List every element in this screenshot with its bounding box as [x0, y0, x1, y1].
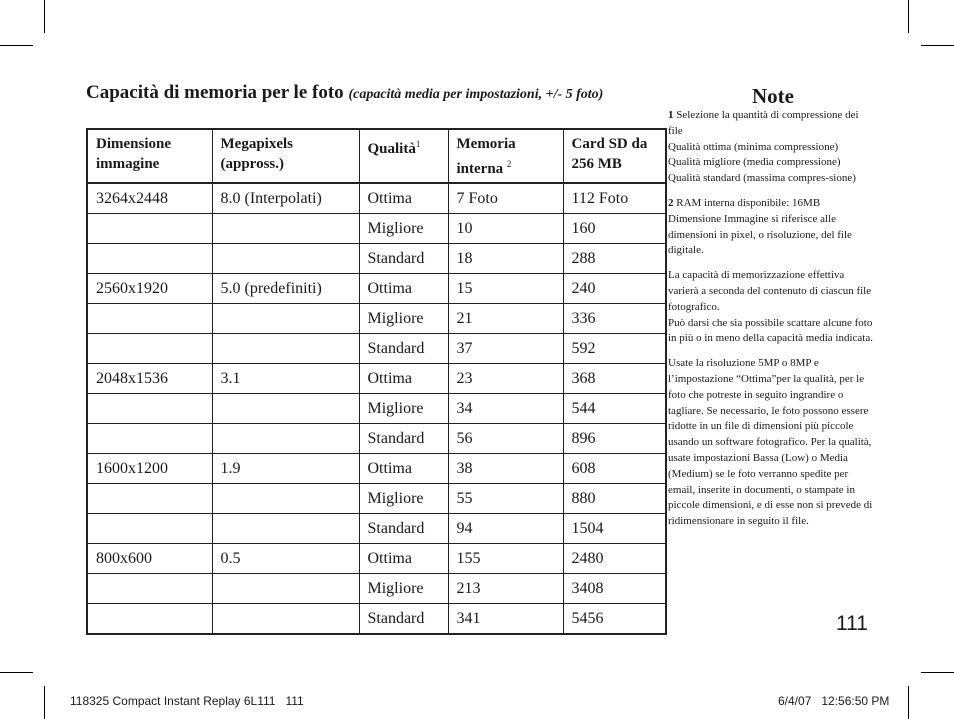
notes-column	[668, 108, 873, 530]
table-row	[87, 274, 666, 304]
note-1-line: Qualità migliore (media compressione)	[668, 156, 841, 169]
table-row	[87, 304, 666, 334]
table-cell: 18	[448, 244, 563, 274]
table-cell: 1.9	[212, 454, 359, 484]
table-cell: 5456	[563, 604, 666, 635]
title-main: Capacità di memoria per le foto	[86, 82, 344, 103]
table-cell: 341	[448, 604, 563, 635]
note-1-line: Qualità ottima (minima compressione)	[668, 140, 839, 153]
table-cell	[87, 424, 212, 454]
table-cell: 2480	[563, 544, 666, 574]
table-cell: 368	[563, 364, 666, 394]
table-cell	[212, 514, 359, 544]
memory-capacity-table	[86, 128, 667, 635]
table-cell: Migliore	[359, 394, 448, 424]
table-cell: Migliore	[359, 484, 448, 514]
table-row	[87, 514, 666, 544]
table-cell: 10	[448, 214, 563, 244]
note-2-line: Dimensione Immagine si riferisce alle dimensioni in pixel, o risoluzione, del file digitale.	[668, 212, 852, 257]
table-cell: 2048x1536	[87, 364, 212, 394]
table-body	[87, 183, 666, 634]
table-row	[87, 544, 666, 574]
table-cell: 15	[448, 274, 563, 304]
table-cell: 5.0 (predefiniti)	[212, 274, 359, 304]
table-cell: 3408	[563, 574, 666, 604]
table-cell	[87, 574, 212, 604]
notes-paragraph: Usate la risoluzione 5MP o 8MP e l’impostazione “Ottima”per la qualità, per le foto che potreste in seguito ingrandire o tagliare. Se necessario, le foto possono essere ridotte in un file di dimensioni più piccole usando un software fotografico. Per la qualità, usate impostazioni Bassa (Low) o Media (Medium) se le foto verranno spedite per email, inserite in documenti, o stampate in piccole dimensioni, e di esse non si prevede di ridimensionare in seguito il file.	[668, 357, 873, 528]
header-internal-memory: Memoria interna $^2$	[448, 129, 563, 183]
table-cell: Standard	[359, 334, 448, 364]
table-cell: 592	[563, 334, 666, 364]
table-cell	[87, 514, 212, 544]
table-cell: 288	[563, 244, 666, 274]
table-header-row	[87, 129, 666, 183]
table-cell: 608	[563, 454, 666, 484]
table-row	[87, 183, 666, 214]
table-cell	[212, 334, 359, 364]
table-cell: 800x600	[87, 544, 212, 574]
table-cell	[212, 244, 359, 274]
table-cell: Standard	[359, 604, 448, 635]
table-cell	[87, 214, 212, 244]
crop-mark	[921, 45, 954, 46]
notes-paragraph: La capacità di memorizzazione effettiva varierà a seconda del contenuto di ciascun file fotografico.	[668, 269, 872, 313]
table-row	[87, 424, 666, 454]
crop-mark	[0, 45, 33, 46]
page-title	[86, 82, 686, 104]
note-1-line: Qualità standard (massima compres-sione)	[668, 172, 856, 185]
table-row	[87, 214, 666, 244]
table-cell: 8.0 (Interpolati)	[212, 183, 359, 214]
header-quality: Qualità$^1$	[359, 129, 448, 183]
table-cell: 896	[563, 424, 666, 454]
table-cell: 7 Foto	[448, 183, 563, 214]
table-cell: 21	[448, 304, 563, 334]
table-cell: 1504	[563, 514, 666, 544]
table-cell: 240	[563, 274, 666, 304]
table-cell: 1600x1200	[87, 454, 212, 484]
table-cell: 160	[563, 214, 666, 244]
note-1: 1 Selezione la quantità di compressione dei file	[668, 109, 859, 137]
table-cell	[212, 604, 359, 635]
table-cell: 2560x1920	[87, 274, 212, 304]
table-cell: 112 Foto	[563, 183, 666, 214]
table-cell	[212, 574, 359, 604]
table-cell: 55	[448, 484, 563, 514]
table-cell: 544	[563, 394, 666, 424]
title-subtitle: (capacità media per impostazioni, +/- 5 foto)	[348, 87, 604, 102]
table-row	[87, 334, 666, 364]
table-row	[87, 484, 666, 514]
table-cell: 23	[448, 364, 563, 394]
table-cell: Standard	[359, 244, 448, 274]
crop-mark	[44, 686, 45, 719]
footer-slug: 118325 Compact Instant Replay 6L111 111	[70, 694, 304, 708]
table-cell	[212, 214, 359, 244]
table-row	[87, 454, 666, 484]
table-cell: Ottima	[359, 454, 448, 484]
table-row	[87, 364, 666, 394]
table-cell: 38	[448, 454, 563, 484]
table-cell	[87, 484, 212, 514]
crop-mark	[908, 0, 909, 33]
table-cell: 880	[563, 484, 666, 514]
crop-mark	[0, 672, 33, 673]
notes-title: Note	[752, 84, 794, 108]
table-cell: 0.5	[212, 544, 359, 574]
table-cell: Migliore	[359, 304, 448, 334]
table-cell: Migliore	[359, 574, 448, 604]
header-sd-card: Card SD da 256 MB	[563, 129, 666, 183]
note-2: 2 RAM interna disponibile: 16MB	[668, 196, 821, 209]
table-cell: Ottima	[359, 544, 448, 574]
table-row	[87, 574, 666, 604]
table-cell: Ottima	[359, 183, 448, 214]
page-number: 111	[836, 612, 868, 635]
table-cell: 336	[563, 304, 666, 334]
header-megapixels: Megapixels (appross.)	[212, 129, 359, 183]
table-cell: 155	[448, 544, 563, 574]
table-cell	[87, 244, 212, 274]
table-cell: Ottima	[359, 364, 448, 394]
notes-paragraph: Può darsi che sia possibile scattare alcune foto in più o in meno della capacità media indicata.	[668, 316, 873, 345]
table-cell: 213	[448, 574, 563, 604]
table-cell	[87, 394, 212, 424]
table-cell	[87, 304, 212, 334]
crop-mark	[908, 686, 909, 719]
table-cell	[212, 424, 359, 454]
table-cell	[87, 604, 212, 635]
table-cell: Standard	[359, 514, 448, 544]
table-row	[87, 604, 666, 635]
table-cell	[212, 484, 359, 514]
table-cell: 3.1	[212, 364, 359, 394]
table-cell	[212, 394, 359, 424]
table-row	[87, 244, 666, 274]
table-row	[87, 394, 666, 424]
crop-mark	[44, 0, 45, 33]
table-cell: 34	[448, 394, 563, 424]
table-cell	[87, 334, 212, 364]
table-cell: 37	[448, 334, 563, 364]
footer-timestamp: 6/4/07 12:56:50 PM	[778, 694, 890, 708]
table-cell: Ottima	[359, 274, 448, 304]
table-cell: Migliore	[359, 214, 448, 244]
table-cell: 94	[448, 514, 563, 544]
header-dimension: Dimensione immagine	[87, 129, 212, 183]
crop-mark	[921, 672, 954, 673]
table-cell: 3264x2448	[87, 183, 212, 214]
table-cell: Standard	[359, 424, 448, 454]
table-cell	[212, 304, 359, 334]
table-cell: 56	[448, 424, 563, 454]
